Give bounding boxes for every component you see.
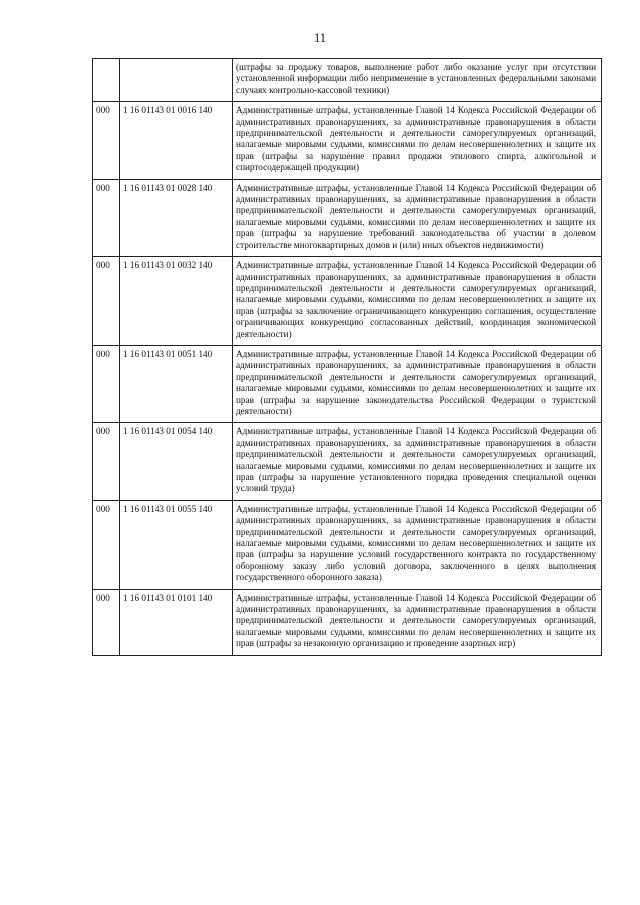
description-cell: Административные штрафы, установленные Главой 14 Кодекса Российской Федерации об административных правонарушениях, за административные правонарушения в области предпринимательской деятельности и деятельности саморегулируемых организаций, налагаемые мировыми судьями, комиссиями по делам несовершеннолетних и защите их прав (штрафы за нарушение правил продажи этилового спирта, алкогольной и спиртосодержащей продукции) xyxy=(233,102,602,179)
budget-code-cell: 1 16 01143 01 0054 140 xyxy=(120,423,233,500)
table-row xyxy=(93,423,602,500)
admin-code-cell: 000 xyxy=(93,345,120,422)
description-cell: (штрафы за продажу товаров, выполнение работ либо оказание услуг при отсутствии установленной информации либо неприменение в установленных федеральными законами случаях контрольно-кассовой техники) xyxy=(233,59,602,102)
table-row xyxy=(93,59,602,102)
table-row xyxy=(93,589,602,655)
description-cell: Административные штрафы, установленные Главой 14 Кодекса Российской Федерации об административных правонарушениях, за административные правонарушения в области предпринимательской деятельности и деятельности саморегулируемых организаций, налагаемые мировыми судьями, комиссиями по делам несовершеннолетних и защите их прав (штрафы за нарушение законодательства Российской Федерации о туристской деятельности) xyxy=(233,345,602,422)
description-cell: Административные штрафы, установленные Главой 14 Кодекса Российской Федерации об административных правонарушениях, за административные правонарушения в области предпринимательской деятельности и деятельности саморегулируемых организаций, налагаемые мировыми судьями, комиссиями по делам несовершеннолетних и защите их прав (штрафы за нарушение установленного порядка проведения специальной оценки условий труда) xyxy=(233,423,602,500)
admin-code-cell: 000 xyxy=(93,500,120,589)
table-row xyxy=(93,345,602,422)
table-row xyxy=(93,179,602,256)
admin-code-cell xyxy=(93,59,120,102)
budget-code-cell: 1 16 01143 01 0051 140 xyxy=(120,345,233,422)
admin-code-cell: 000 xyxy=(93,179,120,256)
table-row xyxy=(93,257,602,346)
table-row xyxy=(93,102,602,179)
description-cell: Административные штрафы, установленные Главой 14 Кодекса Российской Федерации об административных правонарушениях, за административные правонарушения в области предпринимательской деятельности и деятельности саморегулируемых организаций, налагаемые мировыми судьями, комиссиями по делам несовершеннолетних и защите их прав (штрафы за заключение ограничивающего конкуренцию соглашения, осуществление ограничивающих конкуренцию согласованных действий, координация экономической деятельности) xyxy=(233,257,602,346)
description-cell: Административные штрафы, установленные Главой 14 Кодекса Российской Федерации об административных правонарушениях, за административные правонарушения в области предпринимательской деятельности и деятельности саморегулируемых организаций, налагаемые мировыми судьями, комиссиями по делам несовершеннолетних и защите их прав (штрафы за незаконную организацию и проведение азартных игр) xyxy=(233,589,602,655)
admin-code-cell: 000 xyxy=(93,102,120,179)
budget-code-cell xyxy=(120,59,233,102)
budget-code-cell: 1 16 01143 01 0055 140 xyxy=(120,500,233,589)
admin-code-cell: 000 xyxy=(93,589,120,655)
budget-code-cell: 1 16 01143 01 0016 140 xyxy=(120,102,233,179)
admin-code-cell: 000 xyxy=(93,423,120,500)
budget-code-cell: 1 16 01143 01 0028 140 xyxy=(120,179,233,256)
page-number: 11 xyxy=(313,31,327,45)
budget-codes-table xyxy=(92,58,602,656)
budget-code-cell: 1 16 01143 01 0101 140 xyxy=(120,589,233,655)
admin-code-cell: 000 xyxy=(93,257,120,346)
description-cell: Административные штрафы, установленные Главой 14 Кодекса Российской Федерации об административных правонарушениях, за административные правонарушения в области предпринимательской деятельности и деятельности саморегулируемых организаций, налагаемые мировыми судьями, комиссиями по делам несовершеннолетних и защите их прав (штрафы за нарушение требований законодательства об участии в долевом строительстве многоквартирных домов и (или) иных объектов недвижимости) xyxy=(233,179,602,256)
budget-code-cell: 1 16 01143 01 0032 140 xyxy=(120,257,233,346)
description-cell: Административные штрафы, установленные Главой 14 Кодекса Российской Федерации об административных правонарушениях, за административные правонарушения в области предпринимательской деятельности и деятельности саморегулируемых организаций, налагаемые мировыми судьями, комиссиями по делам несовершеннолетних и защите их прав (штрафы за нарушение условий государственного контракта по государственному оборонному заказу либо условий договора, заключенного в целях выполнения государственного оборонного заказа) xyxy=(233,500,602,589)
table-row xyxy=(93,500,602,589)
